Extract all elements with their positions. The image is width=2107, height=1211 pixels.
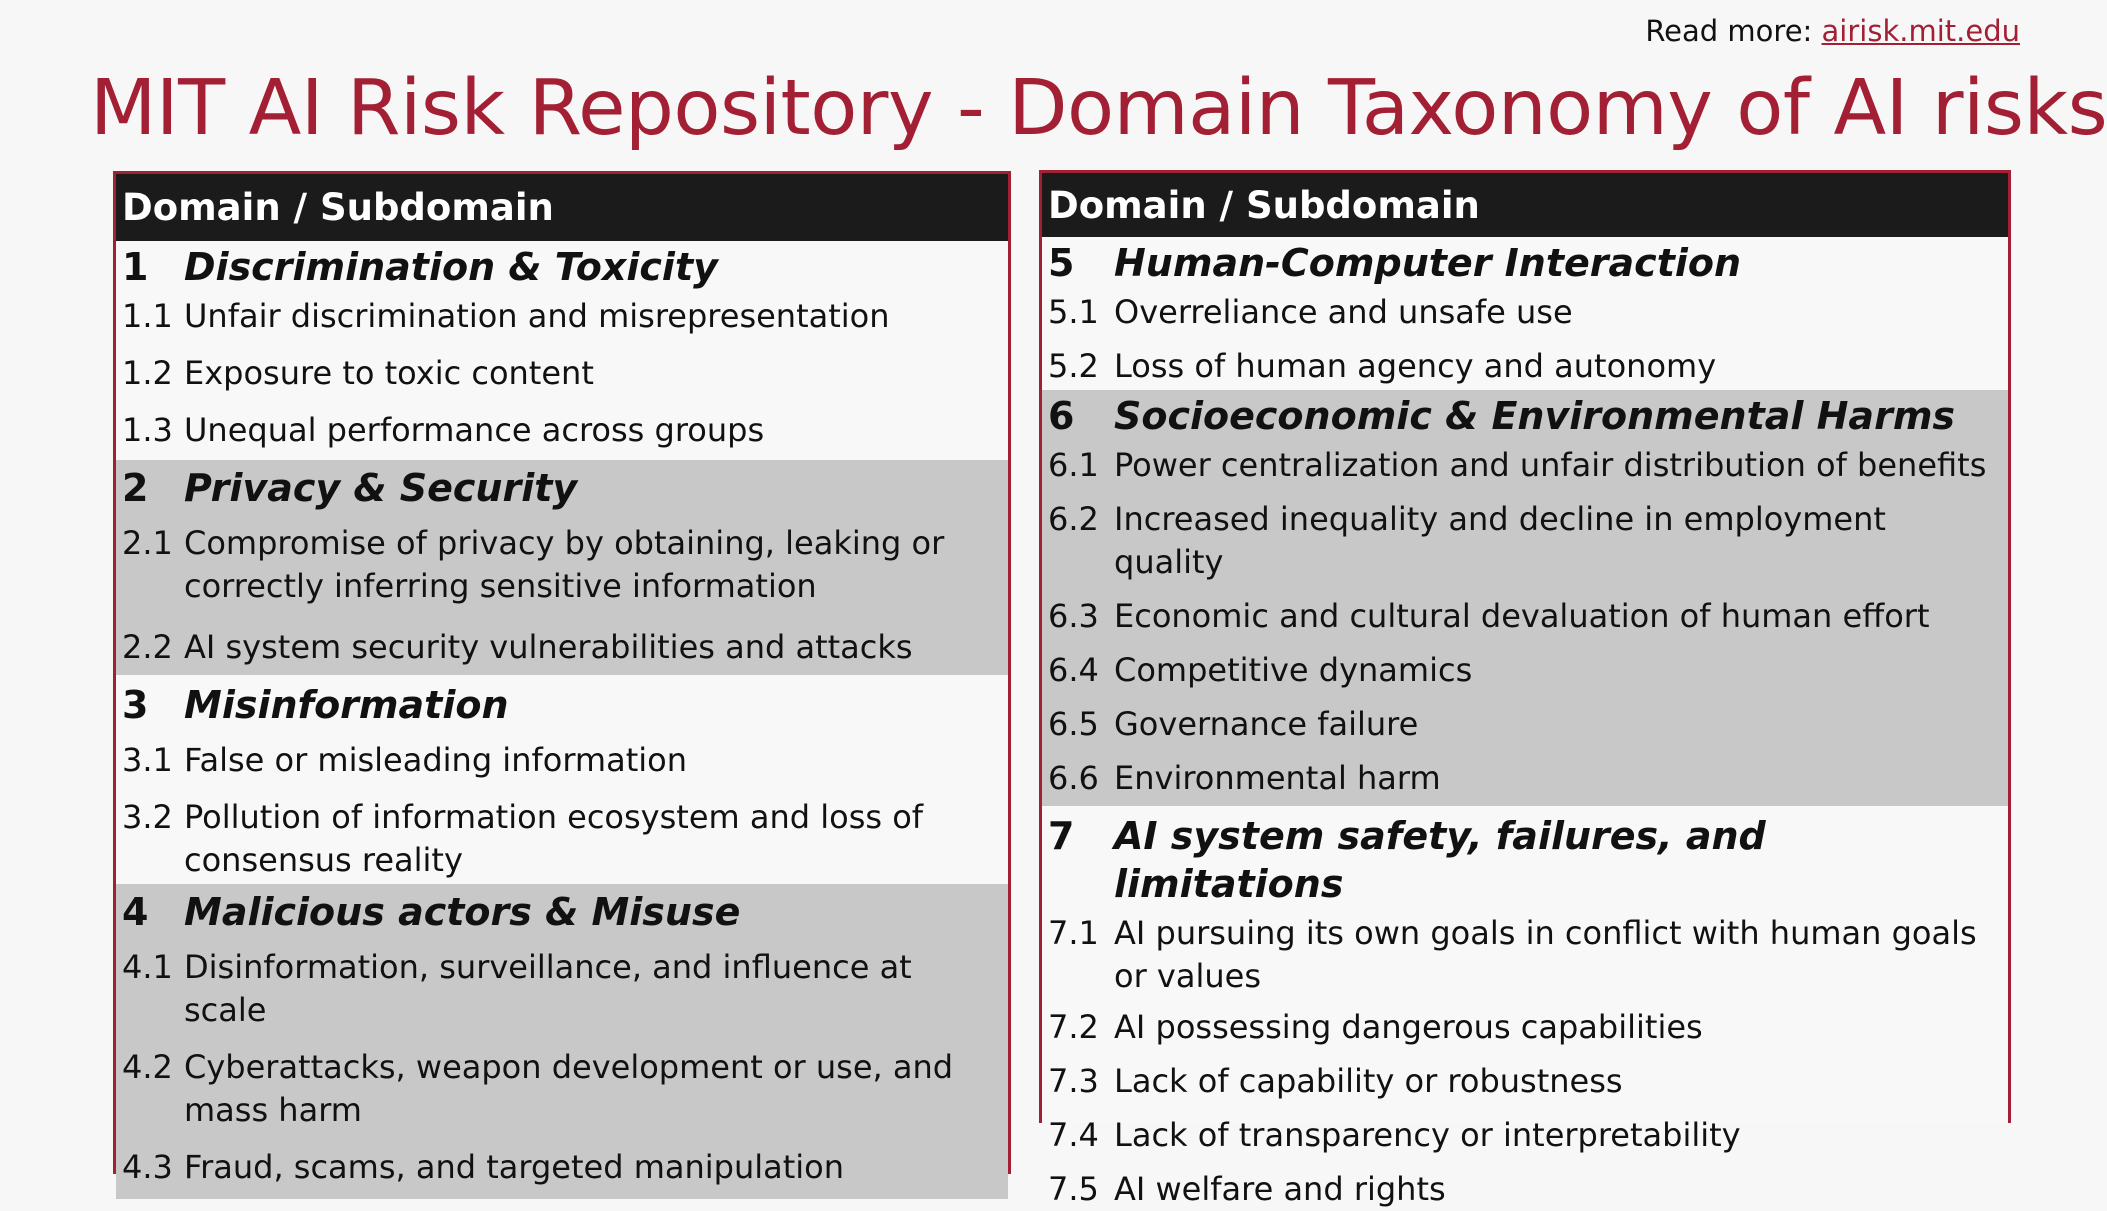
subdomain-text: Overreliance and unsafe use [1114, 293, 1573, 331]
domain-row [116, 243, 1008, 291]
subdomain-text: AI system security vulnerabilities and attacks [184, 628, 913, 666]
right-taxonomy-table [1039, 170, 2011, 1208]
subdomain-number: 4.1 [122, 948, 173, 986]
domain-row [116, 888, 1008, 936]
subdomain-number: 6.2 [1048, 500, 1099, 538]
subdomain-number: 2.2 [122, 628, 173, 666]
subdomain-row [1042, 444, 2008, 487]
subdomain-text: Economic and cultural devaluation of human effort [1114, 597, 1930, 635]
domain-group-6 [1042, 390, 2008, 806]
domain-number: 7 [1048, 814, 1075, 858]
domain-row [1042, 239, 2008, 287]
subdomain-text: Exposure to toxic content [184, 354, 594, 392]
domain-number: 5 [1048, 241, 1075, 285]
subdomain-number: 7.2 [1048, 1008, 1099, 1046]
subdomain-number: 2.1 [122, 524, 173, 562]
domain-row [116, 681, 1008, 729]
domain-row [1042, 392, 2008, 440]
subdomain-number: 5.1 [1048, 293, 1099, 331]
subdomain-number: 1.1 [122, 297, 173, 335]
subdomain-number: 7.5 [1048, 1170, 1099, 1208]
subdomain-number: 1.3 [122, 411, 173, 449]
subdomain-number: 7.4 [1048, 1116, 1099, 1154]
table-header: Domain / Subdomain [1042, 173, 2008, 237]
subdomain-row [1042, 912, 2008, 998]
domain-title: Human-Computer Interaction [1114, 241, 1742, 285]
subdomain-number: 6.3 [1048, 597, 1099, 635]
subdomain-number: 7.1 [1048, 914, 1099, 952]
domain-number: 4 [122, 890, 149, 934]
subdomain-text: AI pursuing its own goals in conflict with human goals or values [1114, 914, 1977, 995]
subdomain-row [1042, 1168, 2008, 1211]
subdomain-row [116, 796, 1008, 882]
subdomain-number: 5.2 [1048, 347, 1099, 385]
subdomain-text: Lack of transparency or interpretability [1114, 1116, 1741, 1154]
subdomain-row [116, 352, 1008, 395]
domain-number: 6 [1048, 394, 1075, 438]
subdomain-row [116, 626, 1008, 669]
domain-title: Privacy & Security [184, 466, 578, 510]
subdomain-text: Disinformation, surveillance, and influence at scale [184, 948, 912, 1029]
subdomain-row [116, 946, 1008, 1032]
subdomain-text: AI welfare and rights [1114, 1170, 1446, 1208]
subdomain-number: 3.2 [122, 798, 173, 836]
page-title: MIT AI Risk Repository - Domain Taxonomy of AI risks [90, 64, 2107, 153]
subdomain-text: Unfair discrimination and misrepresentation [184, 297, 890, 335]
subdomain-row [1042, 649, 2008, 692]
subdomain-text: Environmental harm [1114, 759, 1441, 797]
subdomain-text: Cyberattacks, weapon development or use, and mass harm [184, 1048, 954, 1129]
subdomain-text: AI possessing dangerous capabilities [1114, 1008, 1703, 1046]
subdomain-row [116, 1046, 1008, 1132]
subdomain-row [116, 739, 1008, 782]
domain-title: Misinformation [184, 683, 509, 727]
domain-group-5 [1042, 237, 2008, 390]
subdomain-row [116, 295, 1008, 338]
subdomain-number: 6.5 [1048, 705, 1099, 743]
subdomain-text: Fraud, scams, and targeted manipulation [184, 1148, 845, 1186]
domain-title: AI system safety, failures, and limitations [1114, 814, 1766, 906]
table-header: Domain / Subdomain [116, 174, 1008, 241]
subdomain-row [1042, 703, 2008, 746]
subdomain-row [1042, 595, 2008, 638]
left-taxonomy-table [113, 171, 1011, 1186]
domain-number: 2 [122, 466, 149, 510]
domain-title: Malicious actors & Misuse [184, 890, 741, 934]
domain-group-1 [116, 241, 1008, 460]
domain-group-7 [1042, 806, 2008, 1211]
subdomain-text: Lack of capability or robustness [1114, 1062, 1623, 1100]
subdomain-number: 3.1 [122, 741, 173, 779]
subdomain-row [116, 1146, 1008, 1189]
subdomain-row [116, 522, 1008, 608]
subdomain-number: 4.2 [122, 1048, 173, 1086]
subdomain-number: 4.3 [122, 1148, 173, 1186]
subdomain-row [1042, 1114, 2008, 1157]
subdomain-text: False or misleading information [184, 741, 687, 779]
domain-row [1042, 812, 2008, 908]
subdomain-text: Power centralization and unfair distribution of benefits [1114, 446, 1987, 484]
domain-title: Discrimination & Toxicity [184, 245, 718, 289]
subdomain-row [116, 409, 1008, 460]
domain-group-3 [116, 675, 1008, 884]
subdomain-text: Loss of human agency and autonomy [1114, 347, 1717, 385]
subdomain-row [1042, 498, 2008, 584]
subdomain-row [1042, 1006, 2008, 1049]
subdomain-row [1042, 345, 2008, 388]
subdomain-text: Unequal performance across groups [184, 411, 765, 449]
domain-number: 3 [122, 683, 149, 727]
subdomain-row [1042, 291, 2008, 334]
subdomain-row [1042, 1060, 2008, 1103]
domain-row [116, 464, 1008, 512]
read-more-label: Read more: [1645, 14, 1822, 48]
subdomain-number: 1.2 [122, 354, 173, 392]
domain-number: 1 [122, 245, 149, 289]
subdomain-text: Compromise of privacy by obtaining, leaking or correctly inferring sensitive information [184, 524, 945, 605]
subdomain-text: Increased inequality and decline in employment quality [1114, 500, 1886, 581]
subdomain-number: 6.4 [1048, 651, 1099, 689]
subdomain-row [1042, 757, 2008, 800]
subdomain-text: Governance failure [1114, 705, 1419, 743]
subdomain-number: 6.6 [1048, 759, 1099, 797]
domain-title: Socioeconomic & Environmental Harms [1114, 394, 1956, 438]
subdomain-number: 6.1 [1048, 446, 1099, 484]
subdomain-text: Competitive dynamics [1114, 651, 1473, 689]
read-more [1645, 14, 2020, 48]
subdomain-number: 7.3 [1048, 1062, 1099, 1100]
domain-group-2 [116, 460, 1008, 675]
read-more-link[interactable]: airisk.mit.edu [1821, 14, 2020, 48]
subdomain-text: Pollution of information ecosystem and loss of consensus reality [184, 798, 924, 879]
domain-group-4 [116, 884, 1008, 1199]
